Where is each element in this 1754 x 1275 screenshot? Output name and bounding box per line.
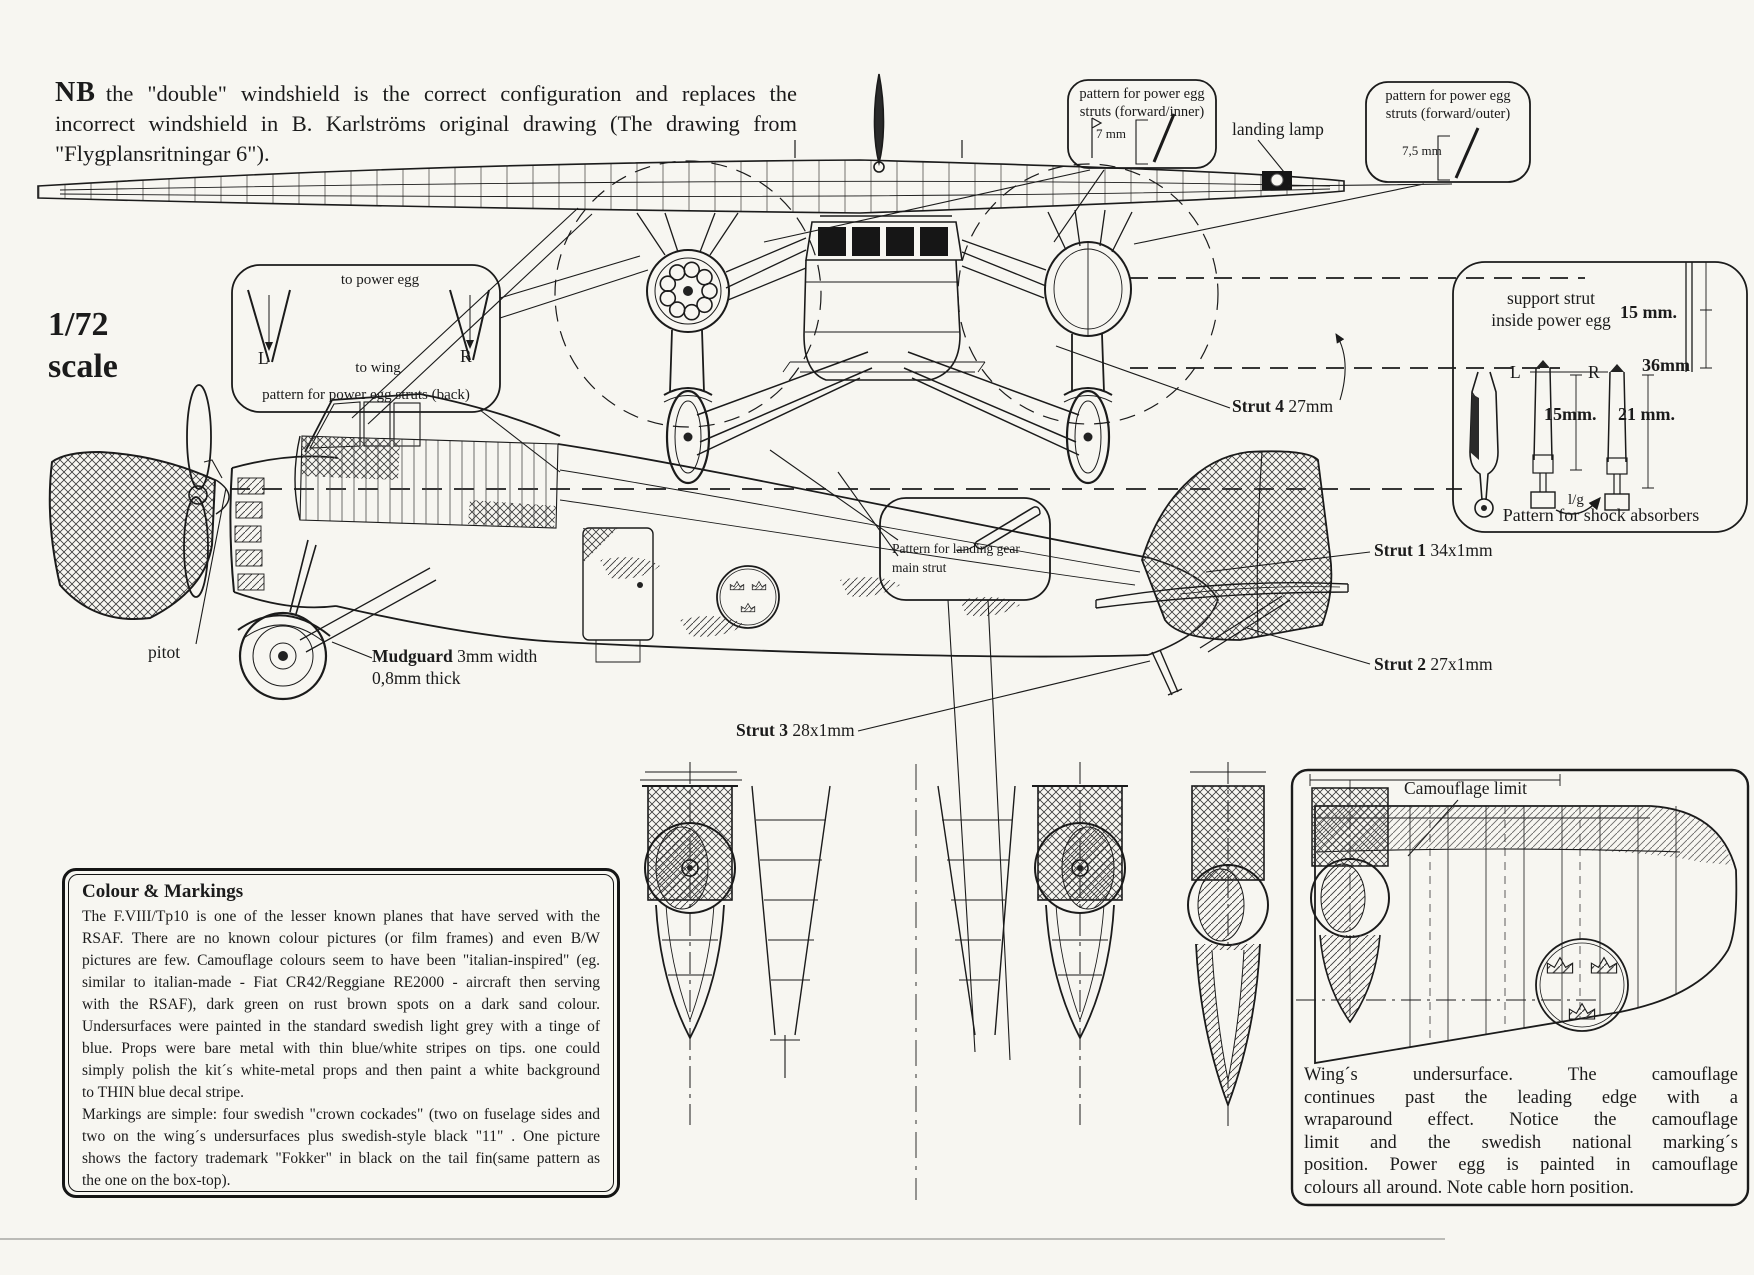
shock-dim-21: 21 mm. <box>1618 404 1675 424</box>
colour-markings-line: blue. Props were bare metal with thin blue/white stripes on tips. one could <box>82 1040 600 1057</box>
camouflage-limit-label: Camouflage limit <box>1404 778 1527 798</box>
strut1-label <box>1374 540 1493 561</box>
pitot-label: pitot <box>148 642 181 662</box>
strut4-bold: Strut 4 <box>1232 396 1285 416</box>
inner-struts-line1: pattern for power egg <box>1079 86 1205 102</box>
shock-line2: inside power egg <box>1491 310 1611 330</box>
scale-word: scale <box>48 348 118 385</box>
camouflage-line: colours all around. Note cable horn position. <box>1304 1177 1634 1198</box>
strut3-label <box>736 720 855 741</box>
label-strut-left: L <box>258 348 269 368</box>
shock-left: L <box>1510 362 1521 382</box>
outer-struts-line2: struts (forward/outer) <box>1385 106 1511 122</box>
strut3-dim: 28x1mm <box>792 720 855 740</box>
colour-markings-line: two on the wing´s undersurfaces plus swedish-style black "11" . One picture <box>82 1128 600 1145</box>
wing-roundel <box>1536 939 1628 1031</box>
colour-markings-line: similar to italian-made - Fiat CR42/Reggiane RE2000 - aircraft then serving <box>82 974 600 991</box>
landing-gear-box-line2: main strut <box>892 560 947 575</box>
mudguard-bold: Mudguard <box>372 646 453 666</box>
inner-struts-line2: struts (forward/inner) <box>1079 104 1205 120</box>
colour-markings-line: pictures are few. Camouflage colours seem to have been "italian-inspired" (eg. <box>82 952 600 969</box>
colour-markings-line: with the RSAF), dark green on rust brown spots on a dark sand colour. <box>82 996 600 1013</box>
strut1-bold: Strut 1 <box>1374 540 1427 560</box>
strut3-bold: Strut 3 <box>736 720 789 740</box>
scale-fraction: 1/72 <box>48 306 109 343</box>
nb-windshield-note <box>55 78 797 169</box>
strut1-dim: 34x1mm <box>1430 540 1493 560</box>
colour-markings-box <box>62 868 620 1198</box>
mudguard-label-line1 <box>372 646 537 667</box>
colour-markings-line: Undersurfaces were painted in the standard swedish light grey with a tinge of <box>82 1018 600 1035</box>
shock-dim-36: 36mm <box>1642 355 1690 375</box>
camouflage-line: wraparound effect. Notice the camouflage <box>1304 1110 1738 1130</box>
mudguard-label-line2: 0,8mm thick <box>372 668 461 688</box>
colour-markings-line: Markings are simple: four swedish "crown cockades" (two on fuselage sides and <box>82 1106 600 1123</box>
shock-right: R <box>1588 362 1600 382</box>
nb-text: the "double" windshield is the correct configuration and replaces the incorrect windshield in B. Karlströms original drawing (The drawing from "Flygplansritningar 6"). <box>55 81 797 166</box>
back-struts-caption: pattern for power egg struts (back) <box>262 387 470 403</box>
landing-lamp-drawing <box>1262 171 1292 190</box>
shock-caption: Pattern for shock absorbers <box>1502 505 1700 525</box>
camouflage-line: continues past the leading edge with a <box>1304 1087 1738 1108</box>
camouflage-line: limit and the swedish national marking´s <box>1304 1132 1738 1153</box>
shock-dim-15a: 15 mm. <box>1620 302 1677 322</box>
landing-gear-box-line1: Pattern for landing gear <box>892 541 1020 556</box>
inner-struts-dim: 7 mm <box>1096 126 1126 141</box>
outer-struts-line1: pattern for power egg <box>1385 88 1511 104</box>
camouflage-line: Wing´s undersurface. The camouflage <box>1304 1065 1738 1085</box>
label-to-power-egg: to power egg <box>340 272 420 288</box>
bottom-views-drawing <box>640 762 1268 1200</box>
outer-struts-dim: 7,5 mm <box>1402 143 1442 158</box>
fuselage-roundel <box>717 566 779 628</box>
back-struts-glyphs <box>248 290 489 362</box>
camouflage-paragraph <box>1304 1064 1738 1199</box>
nb-prefix: NB <box>55 77 96 108</box>
strut2-bold: Strut 2 <box>1374 654 1427 674</box>
colour-markings-inner <box>68 874 614 1192</box>
landing-lamp-label: landing lamp <box>1232 119 1324 139</box>
colour-markings-line: simply polish the kit´s white-metal props and then paint a white background <box>82 1062 600 1079</box>
colour-markings-line: to THIN blue decal stripe. <box>82 1084 244 1101</box>
side-view-drawing <box>50 385 1348 699</box>
strut2-dim: 27x1mm <box>1430 654 1493 674</box>
scan-edge-line <box>0 1238 1445 1240</box>
shock-line1: support strut <box>1507 288 1595 308</box>
strut4-dim: 27mm <box>1288 396 1334 416</box>
label-strut-right: R <box>460 346 472 366</box>
label-to-wing: to wing <box>355 360 401 376</box>
colour-markings-line: The F.VIII/Tp10 is one of the lesser known planes that have served with the <box>82 908 600 925</box>
colour-markings-line: the one on the box-top). <box>82 1172 231 1189</box>
colour-markings-line: shows the factory trademark "Fokker" in black on the tail fin(same pattern as <box>82 1150 600 1167</box>
camouflage-line: position. Power egg is painted in camouflage <box>1304 1155 1738 1175</box>
colour-markings-heading: Colour & Markings <box>82 881 244 902</box>
shock-lg: l/g <box>1568 492 1584 508</box>
strut4-label <box>1232 396 1333 417</box>
shock-dim-15b: 15mm. <box>1544 404 1597 424</box>
strut2-label <box>1374 654 1493 675</box>
mudguard-rest: 3mm width <box>457 646 538 666</box>
colour-markings-line: RSAF. There are no known colour pictures (or film frames) and even B/W <box>82 930 600 947</box>
